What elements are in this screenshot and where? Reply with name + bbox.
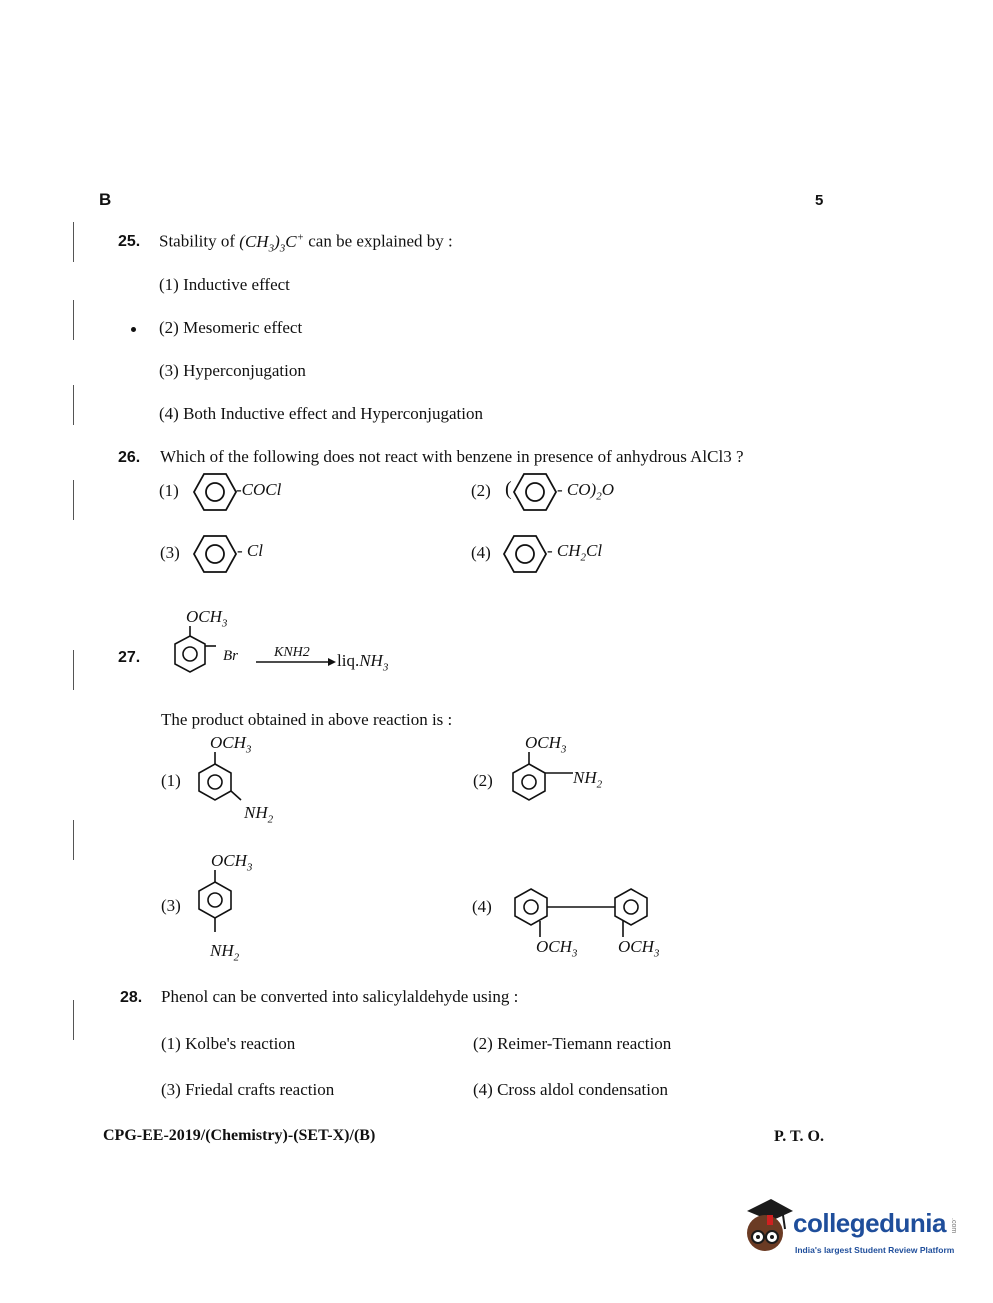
option-1: (1) Inductive effect xyxy=(159,275,290,294)
collegedunia-mascot-icon xyxy=(737,1197,793,1259)
och3-label: $OCH_3$ xyxy=(211,851,253,874)
margin-line xyxy=(73,1000,74,1040)
question-prompt: The product obtained in above reaction is : xyxy=(161,710,453,729)
option-3: (3) Hyperconjugation xyxy=(159,361,306,380)
logo-tagline: India's largest Student Review Platform xyxy=(795,1245,955,1255)
option-label: (3) xyxy=(160,543,180,562)
substituent-cl-text: Cl xyxy=(246,541,263,560)
nh2-label: $NH_2$ xyxy=(573,768,603,791)
question-text: Which of the following does not react with benzene in presence of anhydrous AlCl3 ? xyxy=(160,447,744,466)
margin-line xyxy=(73,650,74,690)
och3-label: $OCH_3$ xyxy=(210,733,252,756)
substituent-cocl: -COCl xyxy=(236,480,282,499)
benzene-ring-icon xyxy=(197,868,237,946)
substituent-ch2cl: - $CH_2Cl$ xyxy=(547,541,603,564)
option-1: (1) Kolbe's reaction xyxy=(161,1034,296,1053)
option-label: (4) xyxy=(471,543,491,562)
formula-tert-butyl-cation: $(CH_3)_3C^+$ xyxy=(239,231,305,255)
nh2-label: $NH_2$ xyxy=(244,803,274,826)
question-text: Phenol can be converted into salicylaldehyde using : xyxy=(161,987,519,1006)
question-number: 28. xyxy=(120,989,143,1006)
bullet-mark xyxy=(131,327,136,332)
nh2-label: $NH_2$ xyxy=(210,941,240,964)
substituent-anhydride: - $CO)_2O$ xyxy=(557,480,614,503)
benzene-ring-icon xyxy=(192,472,238,512)
substituent-cl: - Cl xyxy=(237,541,263,560)
question-text-part: can be explained by : xyxy=(304,231,453,251)
och3-label: $OCH_3$ xyxy=(186,607,228,630)
paper-code: CPG-EE-2019/(Chemistry)-(SET-X)/(B) xyxy=(103,1127,376,1144)
benzene-ring-icon xyxy=(502,534,548,574)
reagent-label: KNH2 xyxy=(274,645,310,660)
benzene-ring-icon xyxy=(511,750,581,814)
margin-line xyxy=(73,480,74,520)
question-number: 26. xyxy=(118,449,141,466)
solvent-label: $liq.NH_3$ xyxy=(337,651,389,674)
br-label: Br xyxy=(223,648,238,664)
logo-suffix: .com xyxy=(950,1218,957,1234)
logo-wordmark: collegedunia xyxy=(793,1208,946,1238)
option-4: (4) Cross aldol condensation xyxy=(473,1080,668,1099)
och3-label: $OCH_3$ xyxy=(618,937,660,960)
set-letter: B xyxy=(99,190,112,209)
question-number: 25. xyxy=(118,233,141,250)
benzene-ring-icon xyxy=(512,472,558,512)
option-label: (2) xyxy=(471,481,491,500)
option-4: (4) Both Inductive effect and Hyperconjugation xyxy=(159,404,483,423)
pto-label: P. T. O. xyxy=(774,1128,824,1145)
option-3: (3) Friedal crafts reaction xyxy=(161,1080,335,1099)
question-text xyxy=(159,231,453,254)
option-label: (2) xyxy=(473,771,493,790)
margin-line xyxy=(73,385,74,425)
option-2: (2) Mesomeric effect xyxy=(159,318,303,337)
benzene-ring-icon xyxy=(192,534,238,574)
arrow-right-icon xyxy=(256,657,338,667)
option-label: (4) xyxy=(472,897,492,916)
margin-line xyxy=(73,820,74,860)
benzene-ring-icon xyxy=(172,624,220,686)
option-label: (3) xyxy=(161,896,181,915)
page-number: 5 xyxy=(815,192,824,209)
option-2: (2) Reimer-Tiemann reaction xyxy=(473,1034,672,1053)
option-label: (1) xyxy=(161,771,181,790)
margin-line xyxy=(73,300,74,340)
open-paren: ( xyxy=(505,478,512,500)
question-number: 27. xyxy=(118,649,141,666)
margin-line xyxy=(73,222,74,262)
question-text-part: Stability of xyxy=(159,231,240,251)
och3-label: $OCH_3$ xyxy=(536,937,578,960)
och3-label: $OCH_3$ xyxy=(525,733,567,756)
option-label: (1) xyxy=(159,481,179,500)
